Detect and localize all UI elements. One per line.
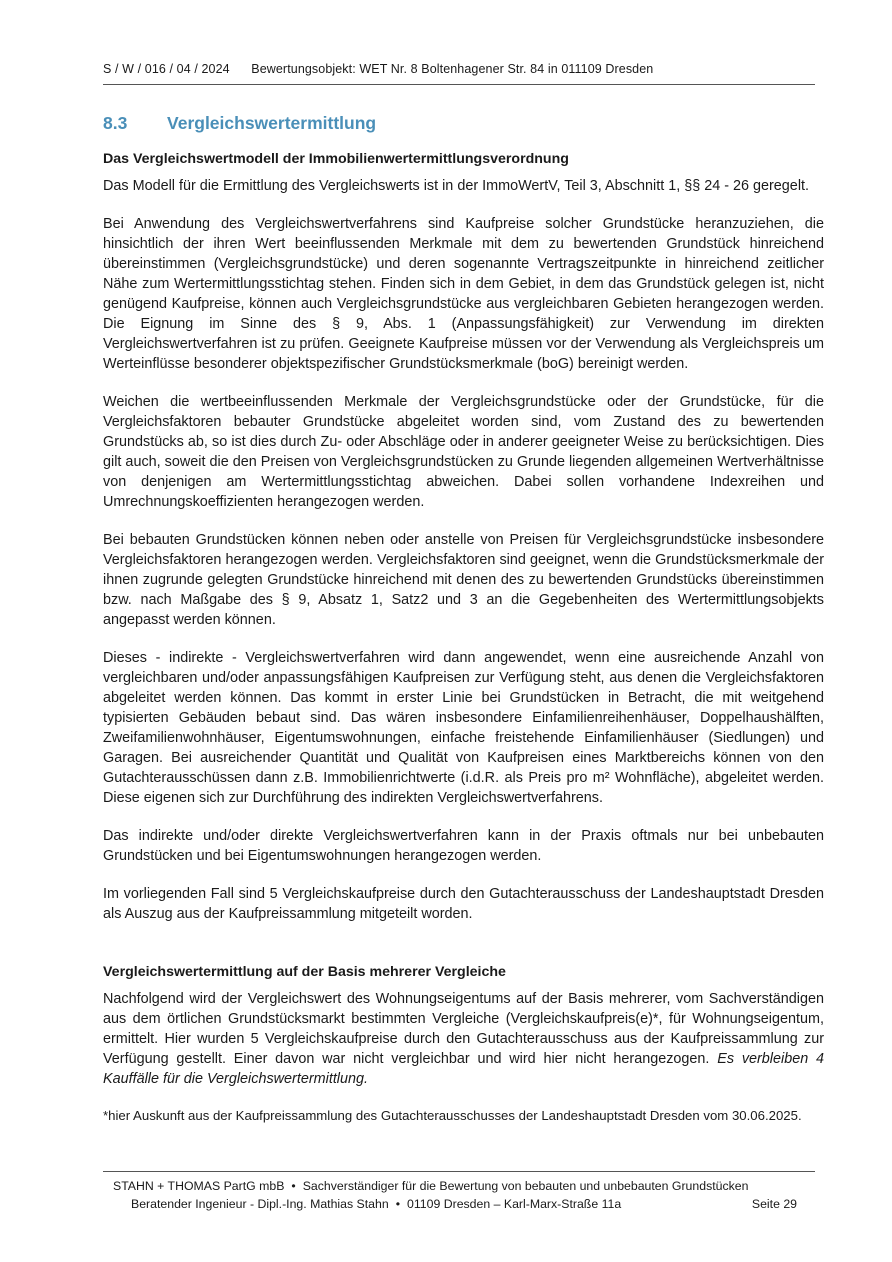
page-number: Seite 29 bbox=[751, 1197, 797, 1211]
subheading-model: Das Vergleichswertmodell der Immobilienwertermittlungsverordnung bbox=[103, 151, 569, 167]
section-number: 8.3 bbox=[103, 113, 128, 133]
content-body bbox=[103, 149, 824, 1143]
engineer-name: Beratender Ingenieur - Dipl.-Ing. Mathias Stahn bbox=[131, 1197, 389, 1211]
footer-line-2 bbox=[103, 1195, 815, 1213]
paragraph: Bei bebauten Grundstücken können neben oder anstelle von Preisen für Vergleichsgrundstücke insbesondere Vergleichsfaktoren herangezogen werden. Vergleichsfaktoren sind geeignet, wenn die Grundstücksmerkmale der ihnen zugrunde gelegten Grundstücke hinreichend mit denen des zu bewertenden Grundstücks übereinstimmen bzw. nach Maßgabe des § 9, Absatz 1, Satz2 und 3 an die Gegebenheiten des Wertermittlungsobjekts angepasst werden können. bbox=[103, 532, 824, 628]
header-rule bbox=[103, 84, 815, 85]
footer-rule bbox=[103, 1171, 815, 1172]
company-name: STAHN + THOMAS PartG mbB bbox=[113, 1179, 285, 1193]
bullet-icon: • bbox=[395, 1197, 401, 1211]
footer-line-1 bbox=[103, 1177, 815, 1195]
paragraph-comparison bbox=[103, 989, 824, 1089]
page-footer bbox=[103, 1177, 815, 1213]
section-heading bbox=[103, 113, 376, 134]
valuation-object: Bewertungsobjekt: WET Nr. 8 Boltenhagener Str. 84 in 011109 Dresden bbox=[251, 62, 654, 76]
footnote: *hier Auskunft aus der Kaufpreissammlung des Gutachterausschusses der Landeshauptstadt Dresden vom 30.06.2025. bbox=[103, 1108, 802, 1123]
paragraph: Dieses - indirekte - Vergleichswertverfahren wird dann angewendet, wenn eine ausreichende Anzahl von vergleichbaren und/oder anpassungsfähigen Kaufpreisen zur Verfügung steht, aus denen die Vergleichsfaktoren abgeleitet werden können. Das kommt in erster Linie bei Grundstücken in Betracht, die mit weitgehend typisierten Gebäuden bebaut sind. Das wären insbesondere Einfamilienreihenhäuser, Doppelhaushälften, Zweifamilienwohnhäuser, Eigentumswohnungen, einfache freistehende Einfamilienhäuser (Siedlungen) und Garagen. Bei ausreichender Quantität und Qualität von Kaufpreisen eines Marktbereichs können von den Gutachterausschüssen dann z.B. Immobilienrichtwerte (i.d.R. als Preis pro m² Wohnfläche), abgeleitet werden. Diese eigenen sich zur Durchführung des indirekten Vergleichswertverfahrens. bbox=[103, 650, 824, 806]
paragraph: Das Modell für die Ermittlung des Vergleichswerts ist in der ImmoWertV, Teil 3, Abschnitt 1, §§ 24 - 26 geregelt. bbox=[103, 178, 810, 194]
paragraph-emphasis: Es verbleiben 4 Kauffälle für die Vergleichswertermittlung. bbox=[103, 1051, 825, 1087]
company-description: Sachverständiger für die Bewertung von bebauten und unbebauten Grundstücken bbox=[302, 1179, 749, 1193]
subheading-comparison: Vergleichswertermittlung auf der Basis mehrerer Vergleiche bbox=[103, 964, 506, 980]
page-header bbox=[103, 62, 823, 76]
company-address: 01109 Dresden – Karl-Marx-Straße 11a bbox=[407, 1197, 622, 1211]
file-reference: S / W / 016 / 04 / 2024 bbox=[103, 62, 230, 76]
paragraph: Im vorliegenden Fall sind 5 Vergleichskaufpreise durch den Gutachterausschuss der Landeshauptstadt Dresden als Auszug aus der Kaufpreissammlung mitgeteilt worden. bbox=[103, 886, 824, 922]
spacer bbox=[103, 942, 824, 962]
bullet-icon: • bbox=[291, 1179, 296, 1193]
paragraph: Das indirekte und/oder direkte Vergleichswertverfahren kann in der Praxis oftmals nur bei unbebauten Grundstücken und bei Eigentumswohnungen herangezogen werden. bbox=[103, 828, 824, 864]
section-title: Vergleichswertermittlung bbox=[167, 113, 377, 133]
paragraph: Weichen die wertbeeinflussenden Merkmale der Vergleichsgrundstücke oder der Grundstücke, für die Vergleichsfaktoren bebauter Grundstücke abgeleitet worden sind, vom Zustand des zu bewertenden Grundstücks ab, so ist dies durch Zu- oder Abschläge oder in anderer geeigneter Weise zu berücksichtigen. Dies gilt auch, soweit die den Preisen von Vergleichsgrundstücken zu Grunde liegenden allgemeinen Wertverhältnisse von denjenigen am Wertermittlungsstichtag abweichen. Dabei sollen vorhandene Indexreihen und Umrechnungskoeffizienten herangezogen werden. bbox=[103, 394, 824, 510]
paragraph-text: Nachfolgend wird der Vergleichswert des Wohnungseigentums auf der Basis mehrerer, vom Sachverständigen aus dem örtlichen Grundstücksmarkt bestimmten Vergleiche (Vergleichskaufpreis(e)*, für Wohnungseigentum, ermittelt. Hier wurden 5 Vergleichskaufpreise durch den Gutachterausschuss aus der Kaufpreissammlung zur Verfügung gestellt. Einer davon war nicht vergleichbar und wird hier nicht herangezogen. bbox=[103, 991, 824, 1067]
paragraph: Bei Anwendung des Vergleichswertverfahrens sind Kaufpreise solcher Grundstücke heranzuziehen, die hinsichtlich der ihren Wert beeinflussenden Merkmale mit dem zu bewertenden Grundstück hinreichend übereinstimmen (Vergleichsgrundstücke) und deren sogenannte Vertragszeitpunkte in hinreichend zeitlicher Nähe zum Wertermittlungsstichtag stehen. Finden sich in dem Gebiet, in dem das Grundstück gelegen ist, nicht genügend Kaufpreise, können auch Vergleichsgrundstücke aus vergleichbaren Gebieten herangezogen werden. Die Eignung im Sinne des § 9, Abs. 1 (Anpassungsfähigkeit) zur Verwendung im direkten Vergleichswertverfahren ist zu prüfen. Geeignete Kaufpreise müssen vor der Verwendung als Vergleichspreis um Werteinflüsse besonderer objektspezifischer Grundstücksmerkmale (boG) bereinigt werden. bbox=[103, 216, 824, 372]
